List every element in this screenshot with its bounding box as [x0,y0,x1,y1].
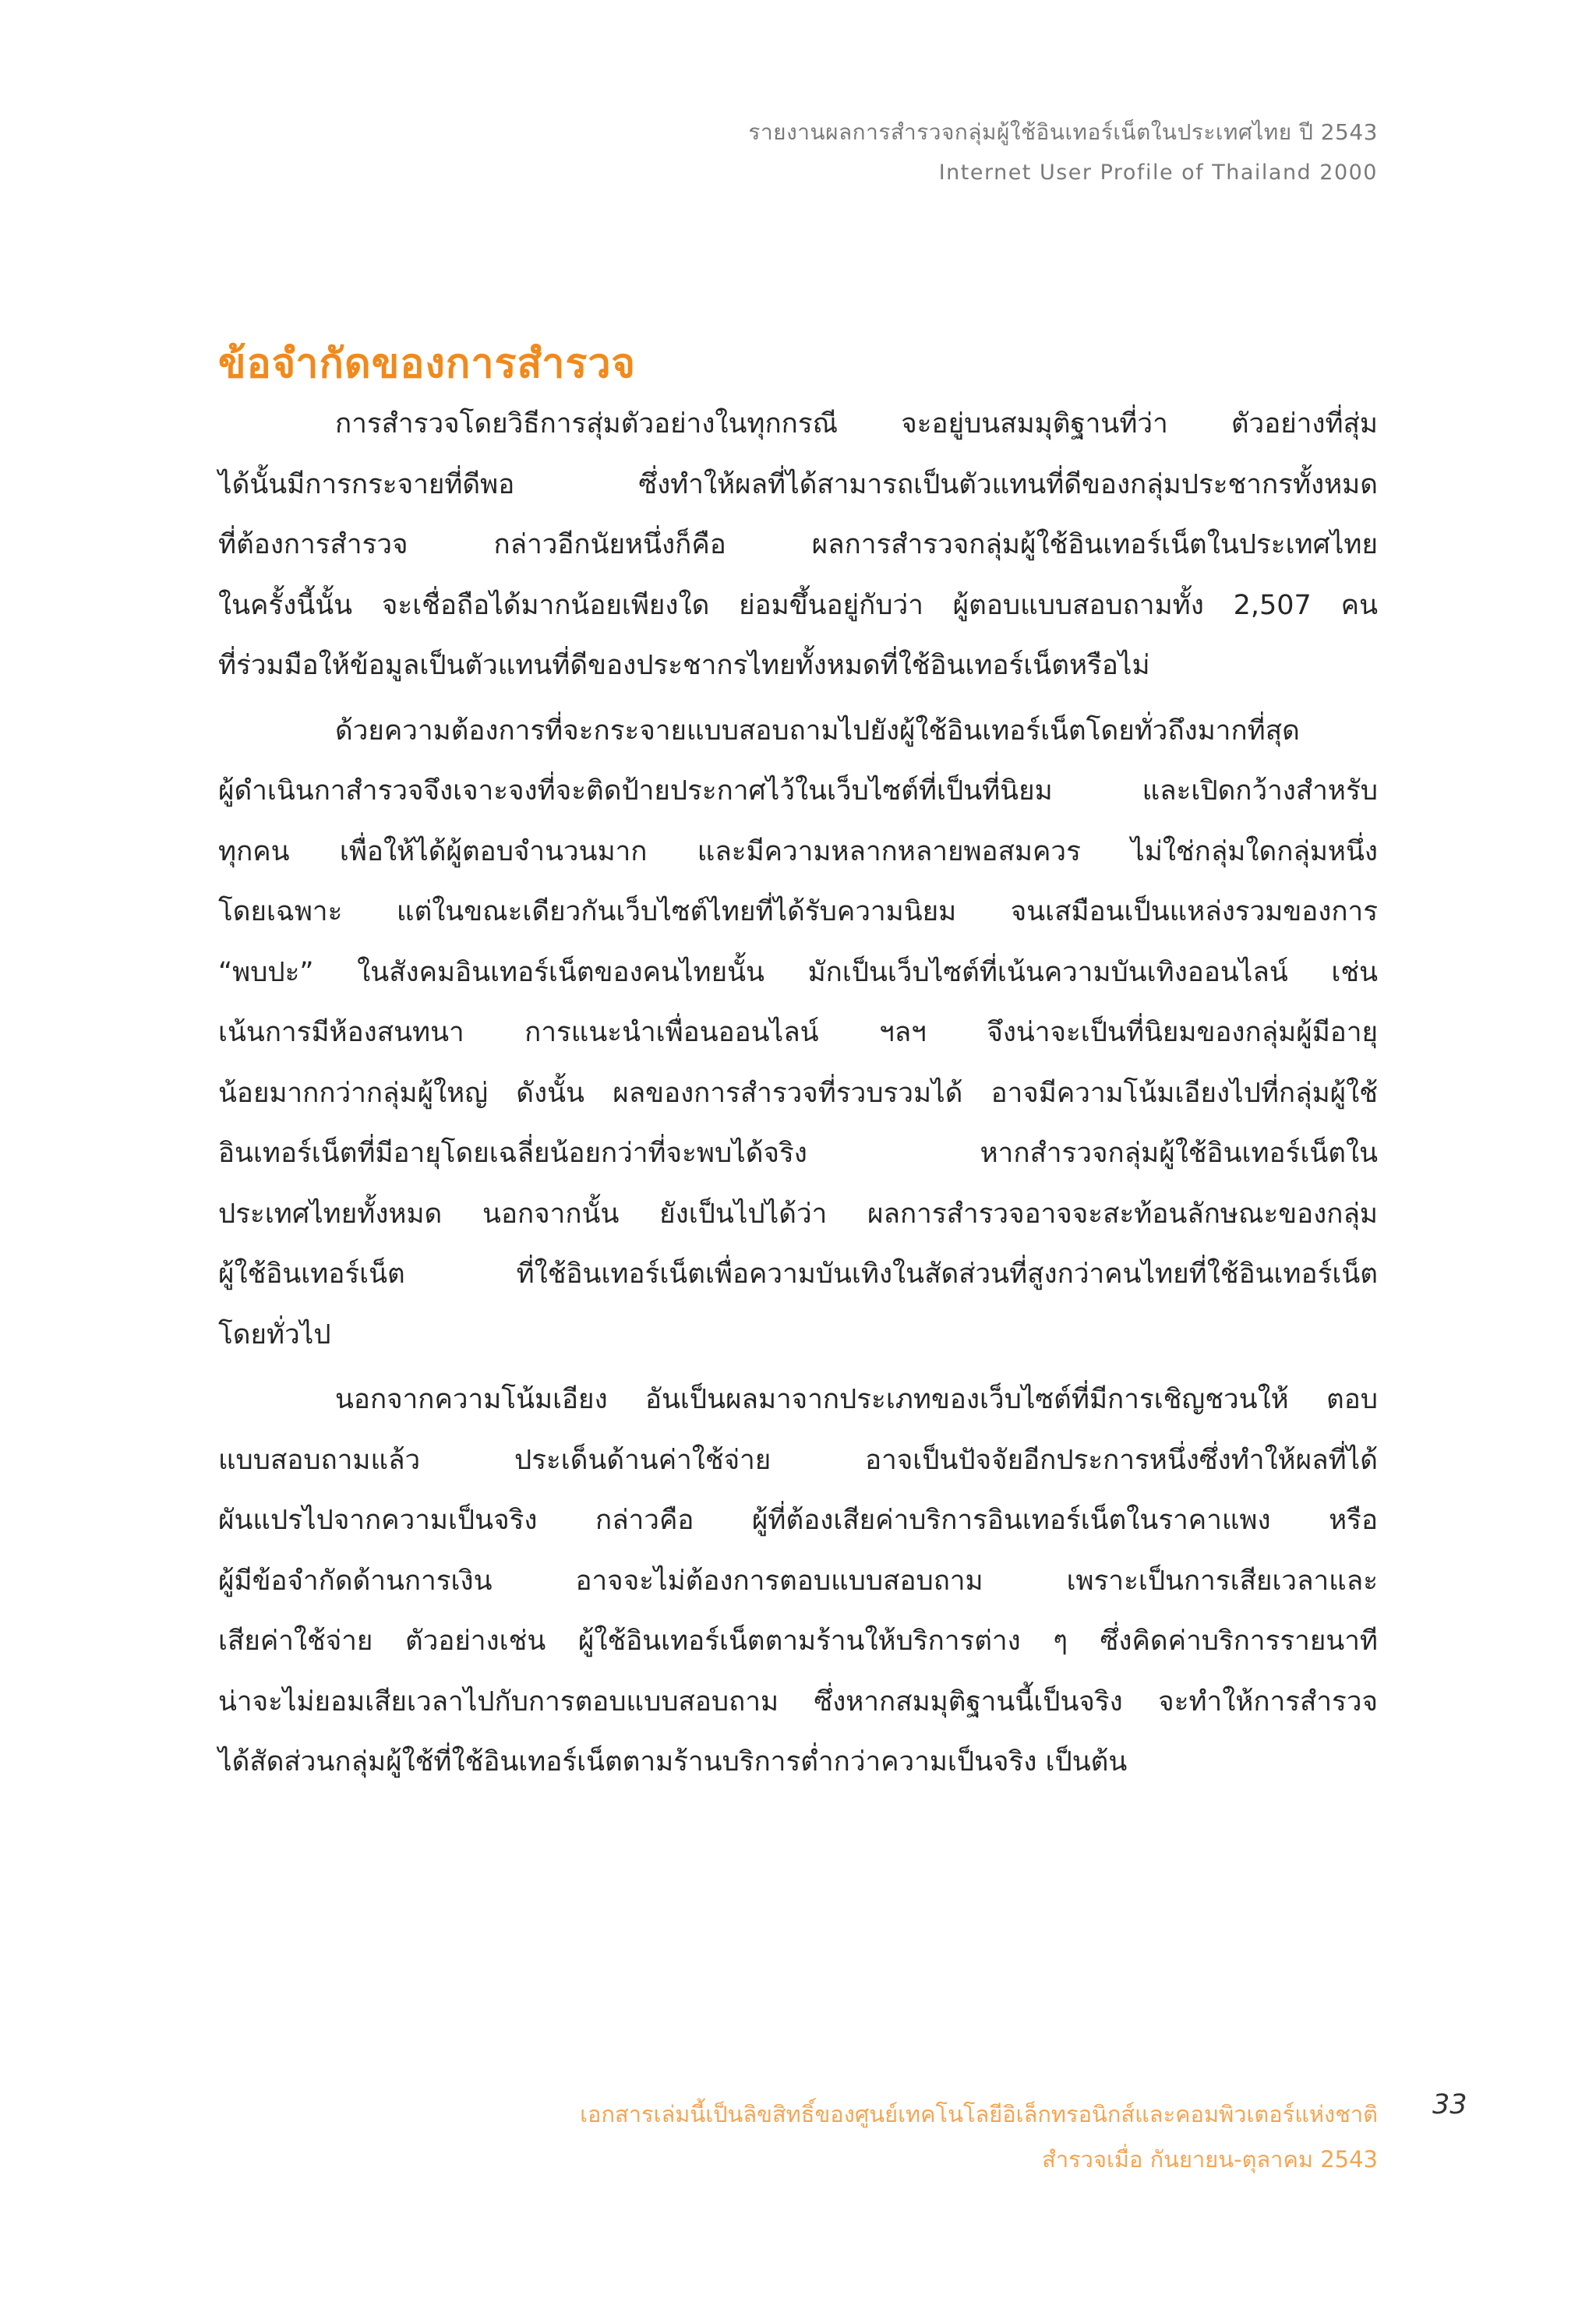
paragraph-line: นอกจากความโน้มเอียง อันเป็นผลมาจากประเภทของเว็บไซต์ที่มีการเชิญชวนให้ ตอบ [335,1384,1378,1415]
paragraph-line: น่าจะไม่ยอมเสียเวลาไปกับการตอบแบบสอบถาม ซึ่งหากสมมุติฐานนี้เป็นจริง จะทำให้การสำรวจ [218,1686,1378,1718]
footer-survey-date: สำรวจเมื่อ กันยายน-ตุลาคม 2543 [1042,2146,1378,2173]
paragraph-line: ที่ต้องการสำรวจ กล่าวอีกนัยหนึ่งก็คือ ผลการสำรวจกลุ่มผู้ใช้อินเทอร์เน็ตในประเทศไทย [218,529,1378,560]
footer-copyright: เอกสารเล่มนี้เป็นลิขสิทธิ์ของศูนย์เทคโนโลยีอิเล็กทรอนิกส์และคอมพิวเตอร์แห่งชาติ [580,2101,1378,2127]
paragraph-line: ในครั้งนี้นั้น จะเชื่อถือได้มากน้อยเพียงใด ย่อมขึ้นอยู่กับว่า ผู้ตอบแบบสอบถามทั้ง 2,507 คน [218,589,1378,621]
paragraph-line: ที่ร่วมมือให้ข้อมูลเป็นตัวแทนที่ดีของประชากรไทยทั้งหมดที่ใช้อินเทอร์เน็ตหรือไม่ [218,650,1150,681]
paragraph-line: อินเทอร์เน็ตที่มีอายุโดยเฉลี่ยน้อยกว่าที่จะพบได้จริง หากสำรวจกลุ่มผู้ใช้อินเทอร์เน็ตใน [218,1138,1378,1169]
paragraph-3 [218,1370,1378,1793]
paragraph-line: น้อยมากกว่ากลุ่มผู้ใหญ่ ดังนั้น ผลของการสำรวจที่รวบรวมได้ อาจมีความโน้มเอียงไปที่กลุ่มผู้ใช้ [218,1077,1378,1109]
paragraph-line: ผู้มีข้อจำกัดด้านการเงิน อาจจะไม่ต้องการตอบแบบสอบถาม เพราะเป็นการเสียเวลาและ [218,1565,1378,1597]
running-header-english: Internet User Profile of Thailand 2000 [938,161,1378,185]
paragraph-line: เน้นการมีห้องสนทนา การแนะนำเพื่อนออนไลน์ ฯลฯ จึงน่าจะเป็นที่นิยมของกลุ่มผู้มีอายุ [218,1017,1378,1048]
paragraph-line: ทุกคน เพื่อให้ได้ผู้ตอบจำนวนมาก และมีความหลากหลายพอสมควร ไม่ใช่กลุ่มใดกลุ่มหนึ่ง [218,835,1378,867]
paragraph-line: ผู้ใช้อินเทอร์เน็ต ที่ใช้อินเทอร์เน็ตเพื่อความบันเทิงในสัดส่วนที่สูงกว่าคนไทยที่ใช้อินเทอร์เน็ต [218,1259,1378,1290]
section-title: ข้อจำกัดของการสำรวจ [218,341,637,387]
paragraph-line: แบบสอบถามแล้ว ประเด็นด้านค่าใช้จ่าย อาจเป็นปัจจัยอีกประการหนึ่งซึ่งทำให้ผลที่ได้ [218,1444,1378,1476]
paragraph-line: “พบปะ” ในสังคมอินเทอร์เน็ตของคนไทยนั้น มักเป็นเว็บไซต์ที่เน้นความบันเทิงออนไลน์ เช่น [218,956,1378,988]
paragraph-1 [218,394,1378,697]
paragraph-line: ผู้ดำเนินกาสำรวจจึงเจาะจงที่จะติดป้ายประกาศไว้ในเว็บไซต์ที่เป็นที่นิยม และเปิดกว้างสำหรับ [218,775,1378,807]
paragraph-line: ได้สัดส่วนกลุ่มผู้ใช้ที่ใช้อินเทอร์เน็ตตามร้านบริการต่ำกว่าความเป็นจริง เป็นต้น [218,1746,1128,1778]
running-header-thai: รายงานผลการสำรวจกลุ่มผู้ใช้อินเทอร์เน็ตในประเทศไทย ปี 2543 [748,119,1378,145]
paragraph-line: ประเทศไทยทั้งหมด นอกจากนั้น ยังเป็นไปได้ว่า ผลการสำรวจอาจจะสะท้อนลักษณะของกลุ่ม [218,1198,1378,1230]
body-text [218,394,1378,1793]
page-number: 33 [1432,2089,1467,2120]
paragraph-line: ด้วยความต้องการที่จะกระจายแบบสอบถามไปยังผู้ใช้อินเทอร์เน็ตโดยทั่วถึงมากที่สุด [335,715,1300,747]
paragraph-line: ผันแปรไปจากความเป็นจริง กล่าวคือ ผู้ที่ต้องเสียค่าบริการอินเทอร์เน็ตในราคาแพง หรือ [218,1505,1378,1536]
paragraph-line: โดยเฉพาะ แต่ในขณะเดียวกันเว็บไซต์ไทยที่ได้รับความนิยม จนเสมือนเป็นแหล่งรวมของการ [218,896,1378,927]
paragraph-line: เสียค่าใช้จ่าย ตัวอย่างเช่น ผู้ใช้อินเทอร์เน็ตตามร้านให้บริการต่าง ๆ ซึ่งคิดค่าบริการรายนาที [218,1626,1378,1657]
paragraph-2 [218,701,1378,1366]
paragraph-line: ได้นั้นมีการกระจายที่ดีพอ ซึ่งทำให้ผลที่ได้สามารถเป็นตัวแทนที่ดีของกลุ่มประชากรทั้งหมด [218,468,1378,500]
paragraph-line: การสำรวจโดยวิธีการสุ่มตัวอย่างในทุกกรณี จะอยู่บนสมมุติฐานที่ว่า ตัวอย่างที่สุ่ม [335,408,1378,440]
paragraph-line: โดยทั่วไป [218,1319,331,1350]
